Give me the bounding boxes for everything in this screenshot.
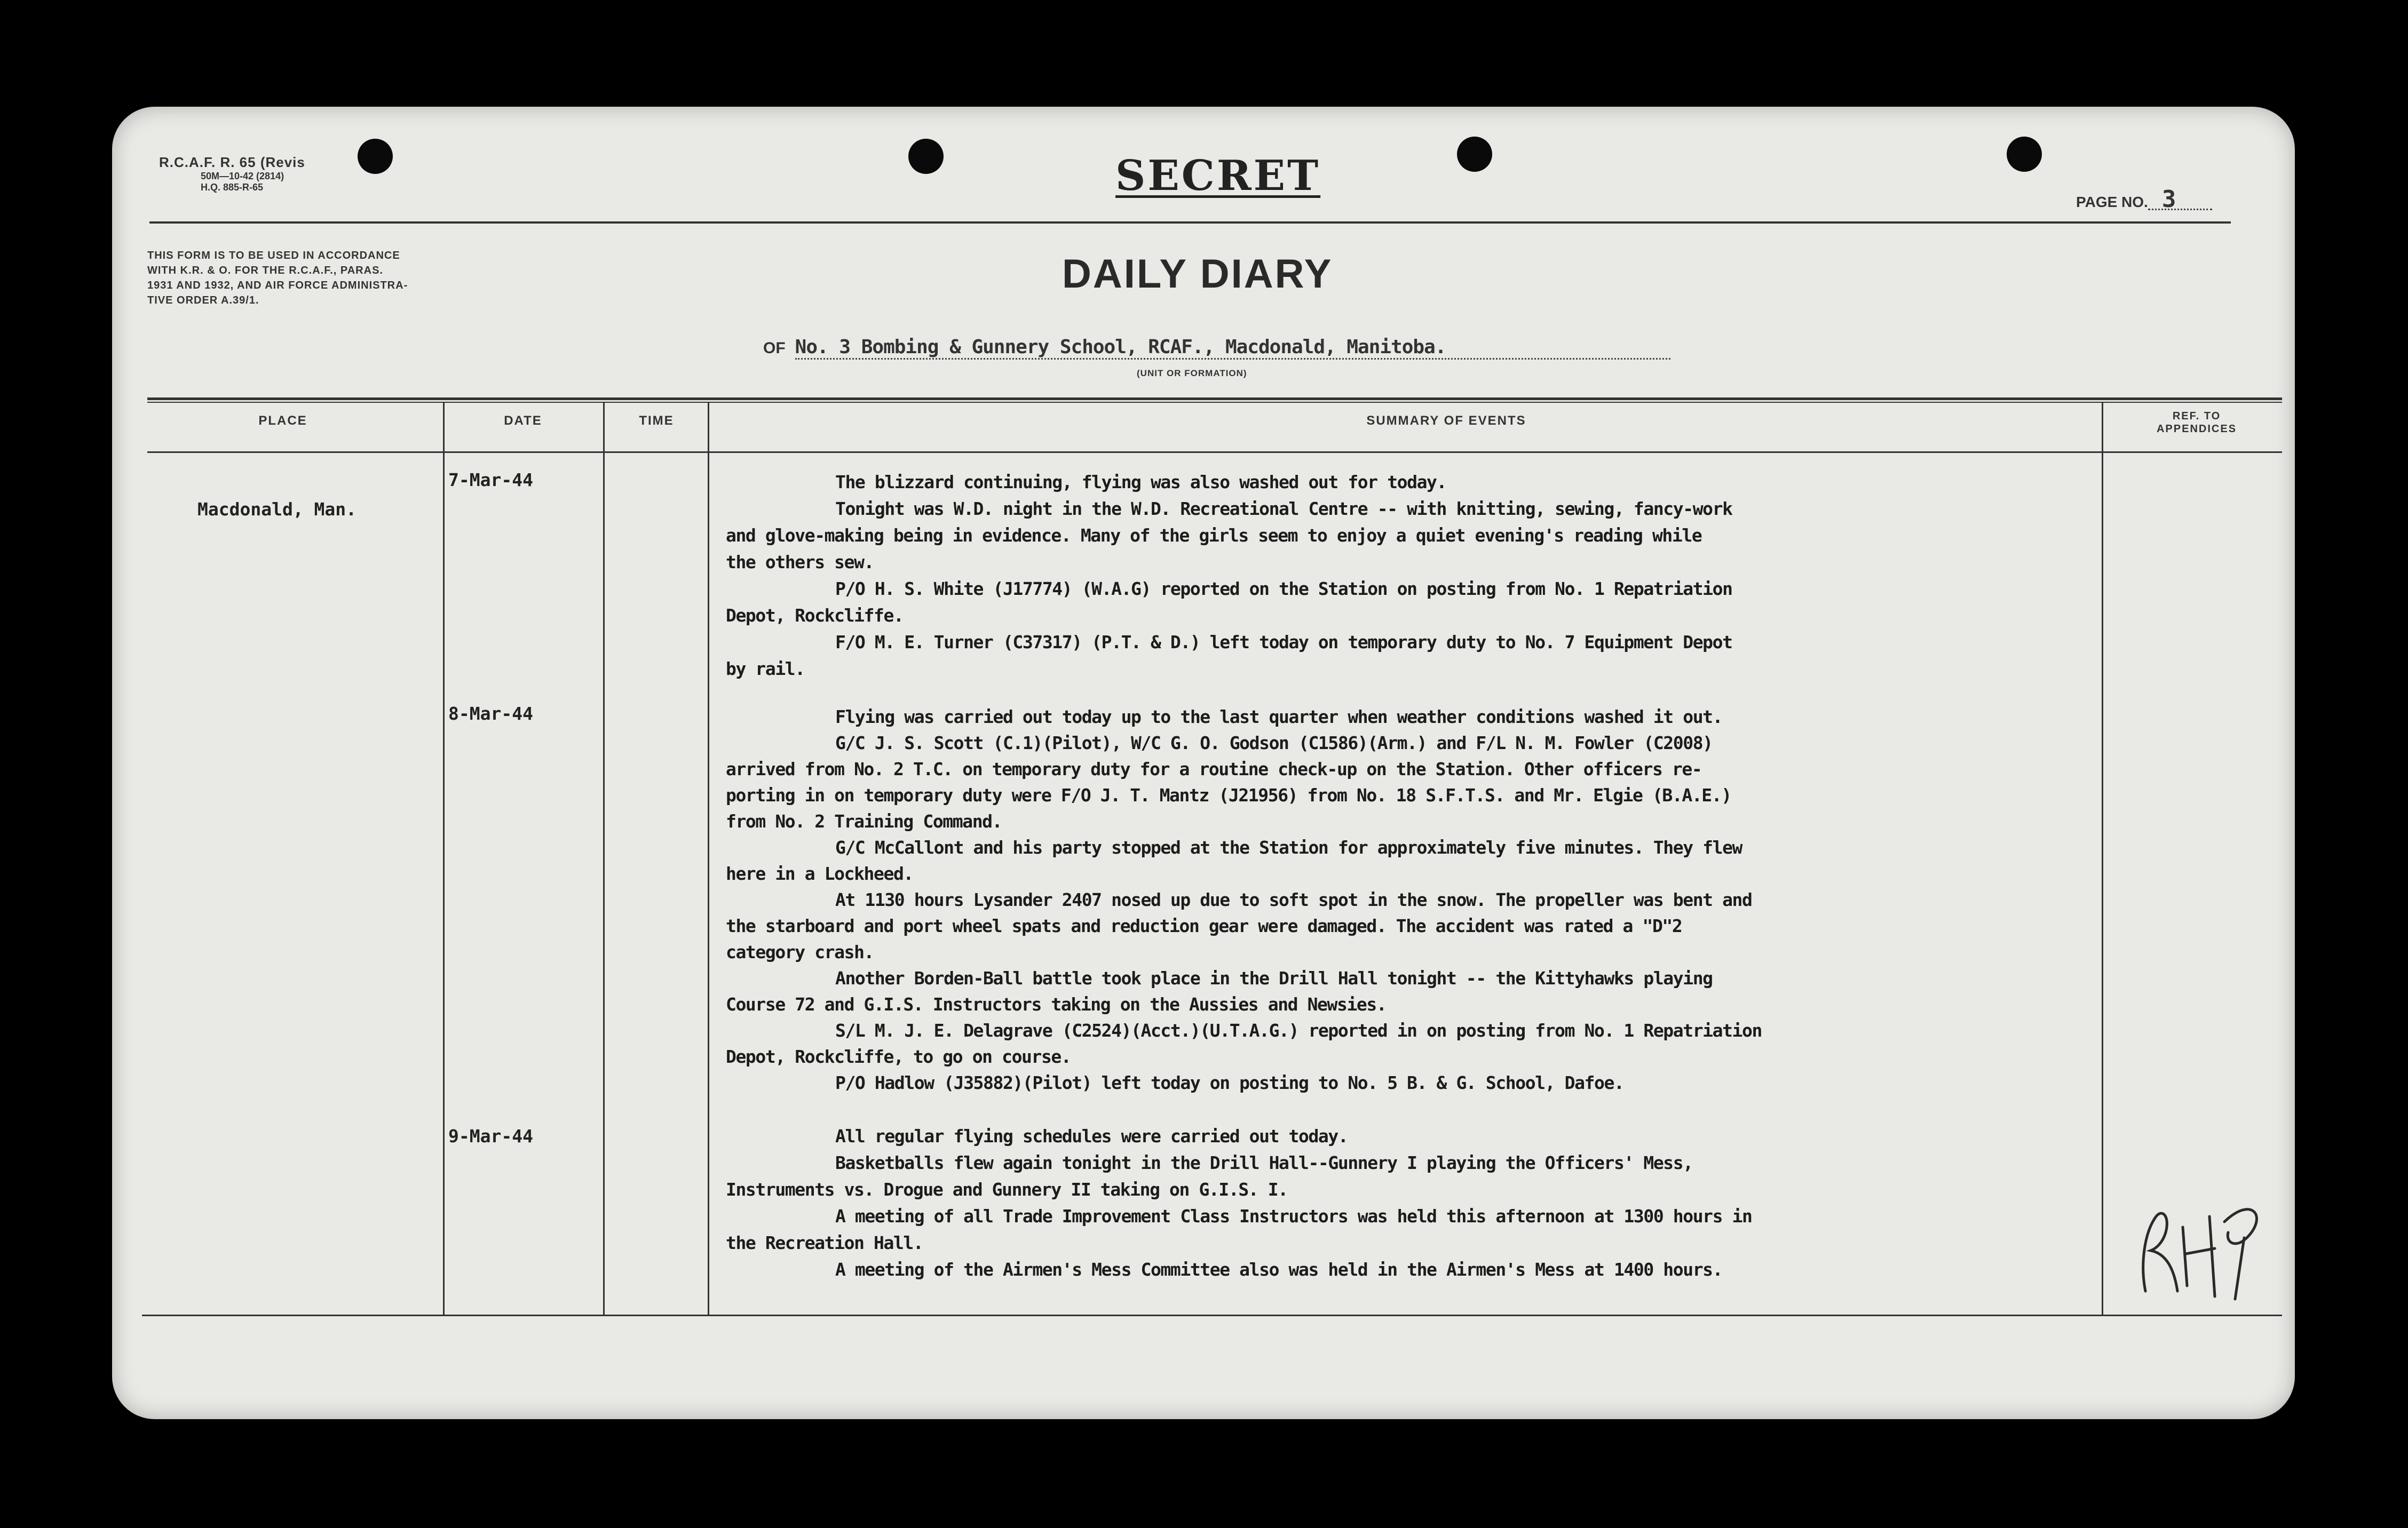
summary-line: by rail. [726, 658, 805, 679]
summary-line: At 1130 hours Lysander 2407 nosed up due to soft spot in the snow. The propeller was bent and [835, 889, 1752, 910]
summary-line: arrived from No. 2 T.C. on temporary duty for a routine check-up on the Station. Other officers re- [726, 759, 1702, 779]
summary-line: Depot, Rockcliffe. [726, 605, 904, 626]
page-number: 3 [2148, 190, 2212, 210]
handwritten-initials [2135, 1184, 2274, 1302]
summary-line: Flying was carried out today up to the last quarter when weather conditions washed it out. [835, 706, 1723, 727]
summary-line: A meeting of the Airmen's Mess Committee also was held in the Airmen's Mess at 1400 hours. [835, 1259, 1723, 1280]
summary-line: S/L M. J. E. Delagrave (C2524)(Acct.)(U.T.A.G.) reported in on posting from No. 1 Repatriation [835, 1020, 1762, 1041]
summary-line: Course 72 and G.I.S. Instructors taking on the Aussies and Newsies. [726, 994, 1387, 1015]
diary-card [112, 107, 2295, 1419]
header-bottom-rule [147, 451, 2282, 453]
summary-line: Tonight was W.D. night in the W.D. Recreational Centre -- with knitting, sewing, fancy-work [835, 498, 1732, 519]
summary-line: G/C J. S. Scott (C.1)(Pilot), W/C G. O. Godson (C1586)(Arm.) and F/L N. M. Fowler (C2008) [835, 733, 1713, 753]
binder-hole [2007, 137, 2042, 172]
unit-caption: (UNIT OR FORMATION) [1137, 368, 1247, 378]
form-code-line: H.Q. 885-R-65 [201, 181, 264, 193]
summary-line: G/C McCallont and his party stopped at the Station for approximately five minutes. They flew [835, 837, 1742, 858]
binder-hole [908, 139, 944, 174]
column-divider [603, 402, 605, 1315]
page-number-field [2076, 186, 2212, 213]
page-number-label: PAGE NO. [2076, 194, 2148, 210]
unit-field [763, 336, 1670, 360]
summary-line: the others sew. [726, 552, 874, 572]
table-bottom-rule [142, 1315, 2282, 1316]
form-code [159, 155, 305, 193]
entry-date: 8-Mar-44 [448, 703, 533, 724]
entry-date: 9-Mar-44 [448, 1126, 533, 1147]
classification-stamp: SECRET [1115, 152, 1321, 200]
document-title: DAILY DIARY [1062, 251, 1333, 297]
summary-line: Basketballs flew again tonight in the Drill Hall--Gunnery I playing the Officers' Mess, [835, 1152, 1693, 1173]
summary-line: Instruments vs. Drogue and Gunnery II taking on G.I.S. I. [726, 1179, 1288, 1200]
column-header-date: DATE [504, 413, 542, 428]
instructions-line: TIVE ORDER A.39/1. [147, 295, 259, 306]
column-divider [443, 402, 445, 1315]
instructions-line: 1931 AND 1932, AND AIR FORCE ADMINISTRA- [147, 280, 408, 291]
table-top-rule [147, 402, 2282, 403]
form-code-line: 50M—10-42 (2814) [201, 170, 284, 181]
summary-line: Depot, Rockcliffe, to go on course. [726, 1046, 1071, 1067]
form-code-line: R.C.A.F. R. 65 (Revis [159, 154, 305, 170]
column-divider [708, 402, 709, 1315]
unit-name: No. 3 Bombing & Gunnery School, RCAF., Macdonald, Manitoba. [795, 336, 1670, 360]
ref-header-line: REF. TO [2172, 410, 2221, 422]
binder-hole [1457, 137, 1492, 172]
summary-line: A meeting of all Trade Improvement Class Instructors was held this afternoon at 1300 hours in [835, 1206, 1752, 1227]
binder-hole [358, 139, 393, 174]
header-rule [149, 221, 2231, 224]
instructions-line: THIS FORM IS TO BE USED IN ACCORDANCE [147, 250, 400, 261]
summary-line: P/O H. S. White (J17774) (W.A.G) reported on the Station on posting from No. 1 Repatriation [835, 578, 1732, 599]
summary-line: F/O M. E. Turner (C37317) (P.T. & D.) left today on temporary duty to No. 7 Equipment Depot [835, 632, 1732, 652]
summary-line: the Recreation Hall. [726, 1232, 923, 1253]
table-top-rule [147, 397, 2282, 400]
summary-line: Another Borden-Ball battle took place in the Drill Hall tonight -- the Kittyhawks playing [835, 968, 1713, 989]
summary-line: category crash. [726, 942, 874, 962]
ref-header-line: APPENDICES [2156, 423, 2237, 435]
entry-date: 7-Mar-44 [448, 469, 533, 490]
form-instructions [147, 248, 553, 308]
summary-line: the starboard and port wheel spats and reduction gear were damaged. The accident was rated a "D"2 [726, 916, 1682, 936]
summary-line: from No. 2 Training Command. [726, 811, 1002, 832]
unit-label: OF [763, 339, 786, 357]
instructions-line: WITH K.R. & O. FOR THE R.C.A.F., PARAS. [147, 265, 383, 276]
summary-line: here in a Lockheed. [726, 863, 913, 884]
summary-line: porting in on temporary duty were F/O J. T. Mantz (J21956) from No. 18 S.F.T.S. and Mr. Elgie (B.A.E.) [726, 785, 1731, 806]
column-header-ref [2106, 410, 2287, 435]
column-header-place: PLACE [258, 413, 307, 428]
summary-line: All regular flying schedules were carried out today. [835, 1126, 1348, 1147]
column-header-summary: SUMMARY OF EVENTS [1366, 413, 1526, 428]
summary-line: P/O Hadlow (J35882)(Pilot) left today on posting to No. 5 B. & G. School, Dafoe. [835, 1072, 1624, 1093]
summary-line: and glove-making being in evidence. Many of the girls seem to enjoy a quiet evening's reading while [726, 525, 1702, 546]
place-cell: Macdonald, Man. [197, 499, 357, 520]
column-header-time: TIME [639, 413, 674, 428]
summary-line: The blizzard continuing, flying was also washed out for today. [835, 472, 1446, 492]
